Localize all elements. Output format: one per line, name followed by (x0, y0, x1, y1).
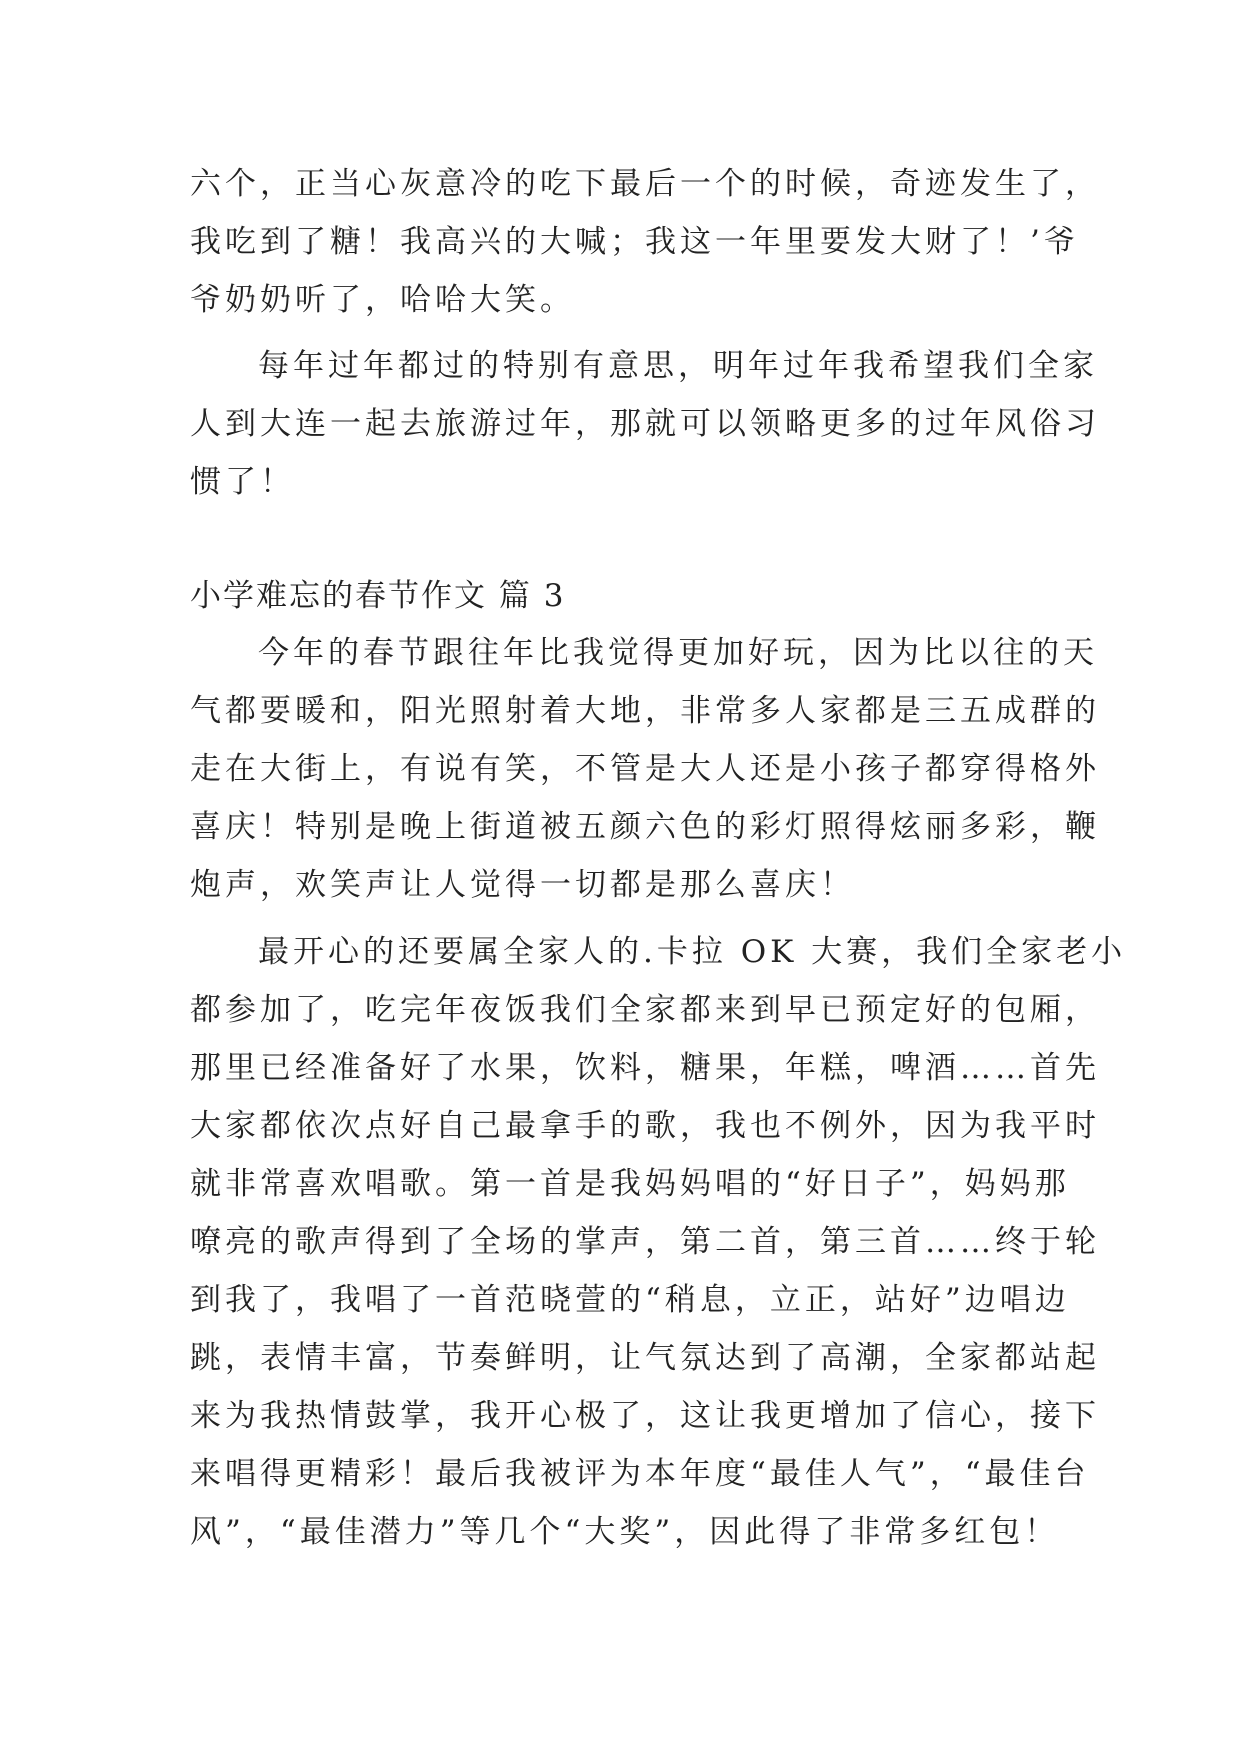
text-line: 我吃到了糖！我高兴的大喊；我这一年里要发大财了！’爷 (190, 224, 1079, 260)
text-line: 跳，表情丰富，节奏鲜明，让气氛达到了高潮，全家都站起 (190, 1340, 1100, 1376)
section-heading (190, 567, 1070, 625)
text-line: 都参加了，吃完年夜饭我们全家都来到早已预定好的包厢， (190, 992, 1100, 1028)
text-line: 到我了，我唱了一首范晓萱的“稍息，立正，站好”边唱边 (190, 1282, 1070, 1318)
text-line: 六个，正当心灰意冷的吃下最后一个的时候，奇迹发生了， (190, 166, 1100, 202)
paragraph-3 (190, 624, 1100, 914)
text-line: 最开心的还要属全家人的.卡拉 OK 大赛，我们全家老小 (258, 934, 1127, 970)
text-line: 炮声，欢笑声让人觉得一切都是那么喜庆！ (190, 867, 855, 903)
text-line: 惯了！ (190, 464, 295, 500)
text-line: 每年过年都过的特别有意思，明年过年我希望我们全家 (258, 348, 1098, 384)
text-line: 走在大街上，有说有笑，不管是大人还是小孩子都穿得格外 (190, 751, 1100, 787)
text-line: 今年的春节跟往年比我觉得更加好玩，因为比以往的天 (258, 635, 1098, 671)
text-line: 爷奶奶听了，哈哈大笑。 (190, 282, 575, 318)
paragraph-4 (190, 923, 1127, 1561)
text-line: 来唱得更精彩！最后我被评为本年度“最佳人气”，“最佳台 (190, 1456, 1090, 1492)
text-line: 大家都依次点好自己最拿手的歌，我也不例外，因为我平时 (190, 1108, 1100, 1144)
text-line: 嘹亮的歌声得到了全场的掌声，第二首，第三首……终于轮 (190, 1224, 1100, 1260)
text-line: 来为我热情鼓掌，我开心极了，这让我更增加了信心，接下 (190, 1398, 1100, 1434)
text-line: 气都要暖和，阳光照射着大地，非常多人家都是三五成群的 (190, 693, 1100, 729)
paragraph-continuation (190, 155, 1100, 329)
text-line: 人到大连一起去旅游过年，那就可以领略更多的过年风俗习 (190, 406, 1100, 442)
paragraph-2 (190, 337, 1100, 511)
text-line: 喜庆！特别是晚上街道被五颜六色的彩灯照得炫丽多彩，鞭 (190, 809, 1100, 845)
section-title: 小学难忘的春节作文 篇 3 (190, 578, 566, 614)
text-line: 那里已经准备好了水果，饮料，糖果，年糕，啤酒……首先 (190, 1050, 1100, 1086)
text-line: 风”，“最佳潜力”等几个“大奖”，因此得了非常多红包！ (190, 1514, 1060, 1550)
text-line: 就非常喜欢唱歌。第一首是我妈妈唱的“好日子”，妈妈那 (190, 1166, 1070, 1202)
